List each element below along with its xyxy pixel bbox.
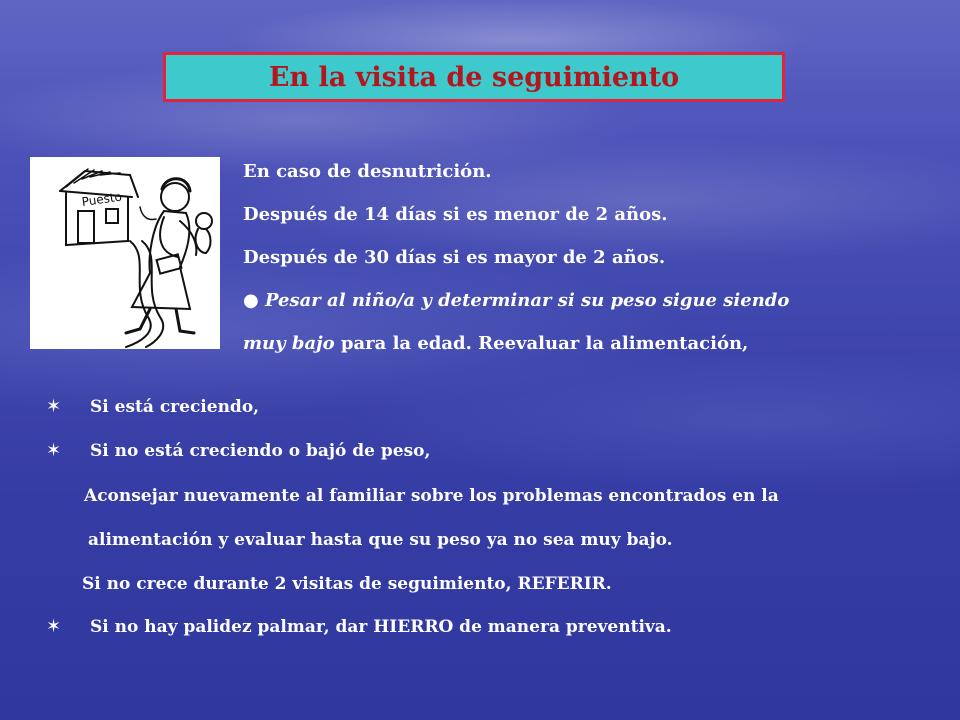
- list-item: [46, 440, 430, 461]
- star-icon: ✶: [46, 396, 62, 417]
- health-post-illustration: [30, 157, 220, 349]
- slide-title-box: [163, 52, 785, 102]
- intro-line-2: Después de 14 días si es menor de 2 años.: [243, 204, 668, 225]
- list-item: Aconsejar nuevamente al familiar sobre los problemas encontrados en la: [84, 486, 779, 506]
- intro-line-1: En caso de desnutrición.: [243, 161, 492, 182]
- intro-line-5-rest: para la edad. Reevaluar la alimentación,: [334, 333, 749, 354]
- star-icon: ✶: [46, 440, 62, 461]
- star-icon: ✶: [46, 616, 62, 637]
- mother-child-drawing: [30, 157, 220, 349]
- item-text: Si no hay palidez palmar, dar HIERRO de manera preventiva.: [90, 617, 672, 637]
- intro-text-block: [243, 157, 943, 372]
- intro-line-4-text: Pesar al niño/a y determinar si su peso sigue siendo: [265, 290, 790, 311]
- intro-line-5: [243, 329, 943, 372]
- item-text: Si está creciendo,: [90, 397, 260, 417]
- intro-line-4: [243, 286, 943, 329]
- list-item: [46, 616, 672, 637]
- list-item: [46, 396, 259, 417]
- list-item: Si no crece durante 2 visitas de seguimiento, REFERIR.: [82, 574, 612, 594]
- slide-title: En la visita de seguimiento: [268, 61, 680, 93]
- bullet-icon: ●: [243, 290, 259, 311]
- intro-line-3: Después de 30 días si es mayor de 2 años.: [243, 247, 666, 268]
- sign-text: Puesto: [80, 189, 123, 210]
- intro-line-5-italic: muy bajo: [243, 333, 335, 354]
- list-item: alimentación y evaluar hasta que su peso ya no sea muy bajo.: [88, 530, 673, 550]
- item-text: Si no está creciendo o bajó de peso,: [90, 441, 431, 461]
